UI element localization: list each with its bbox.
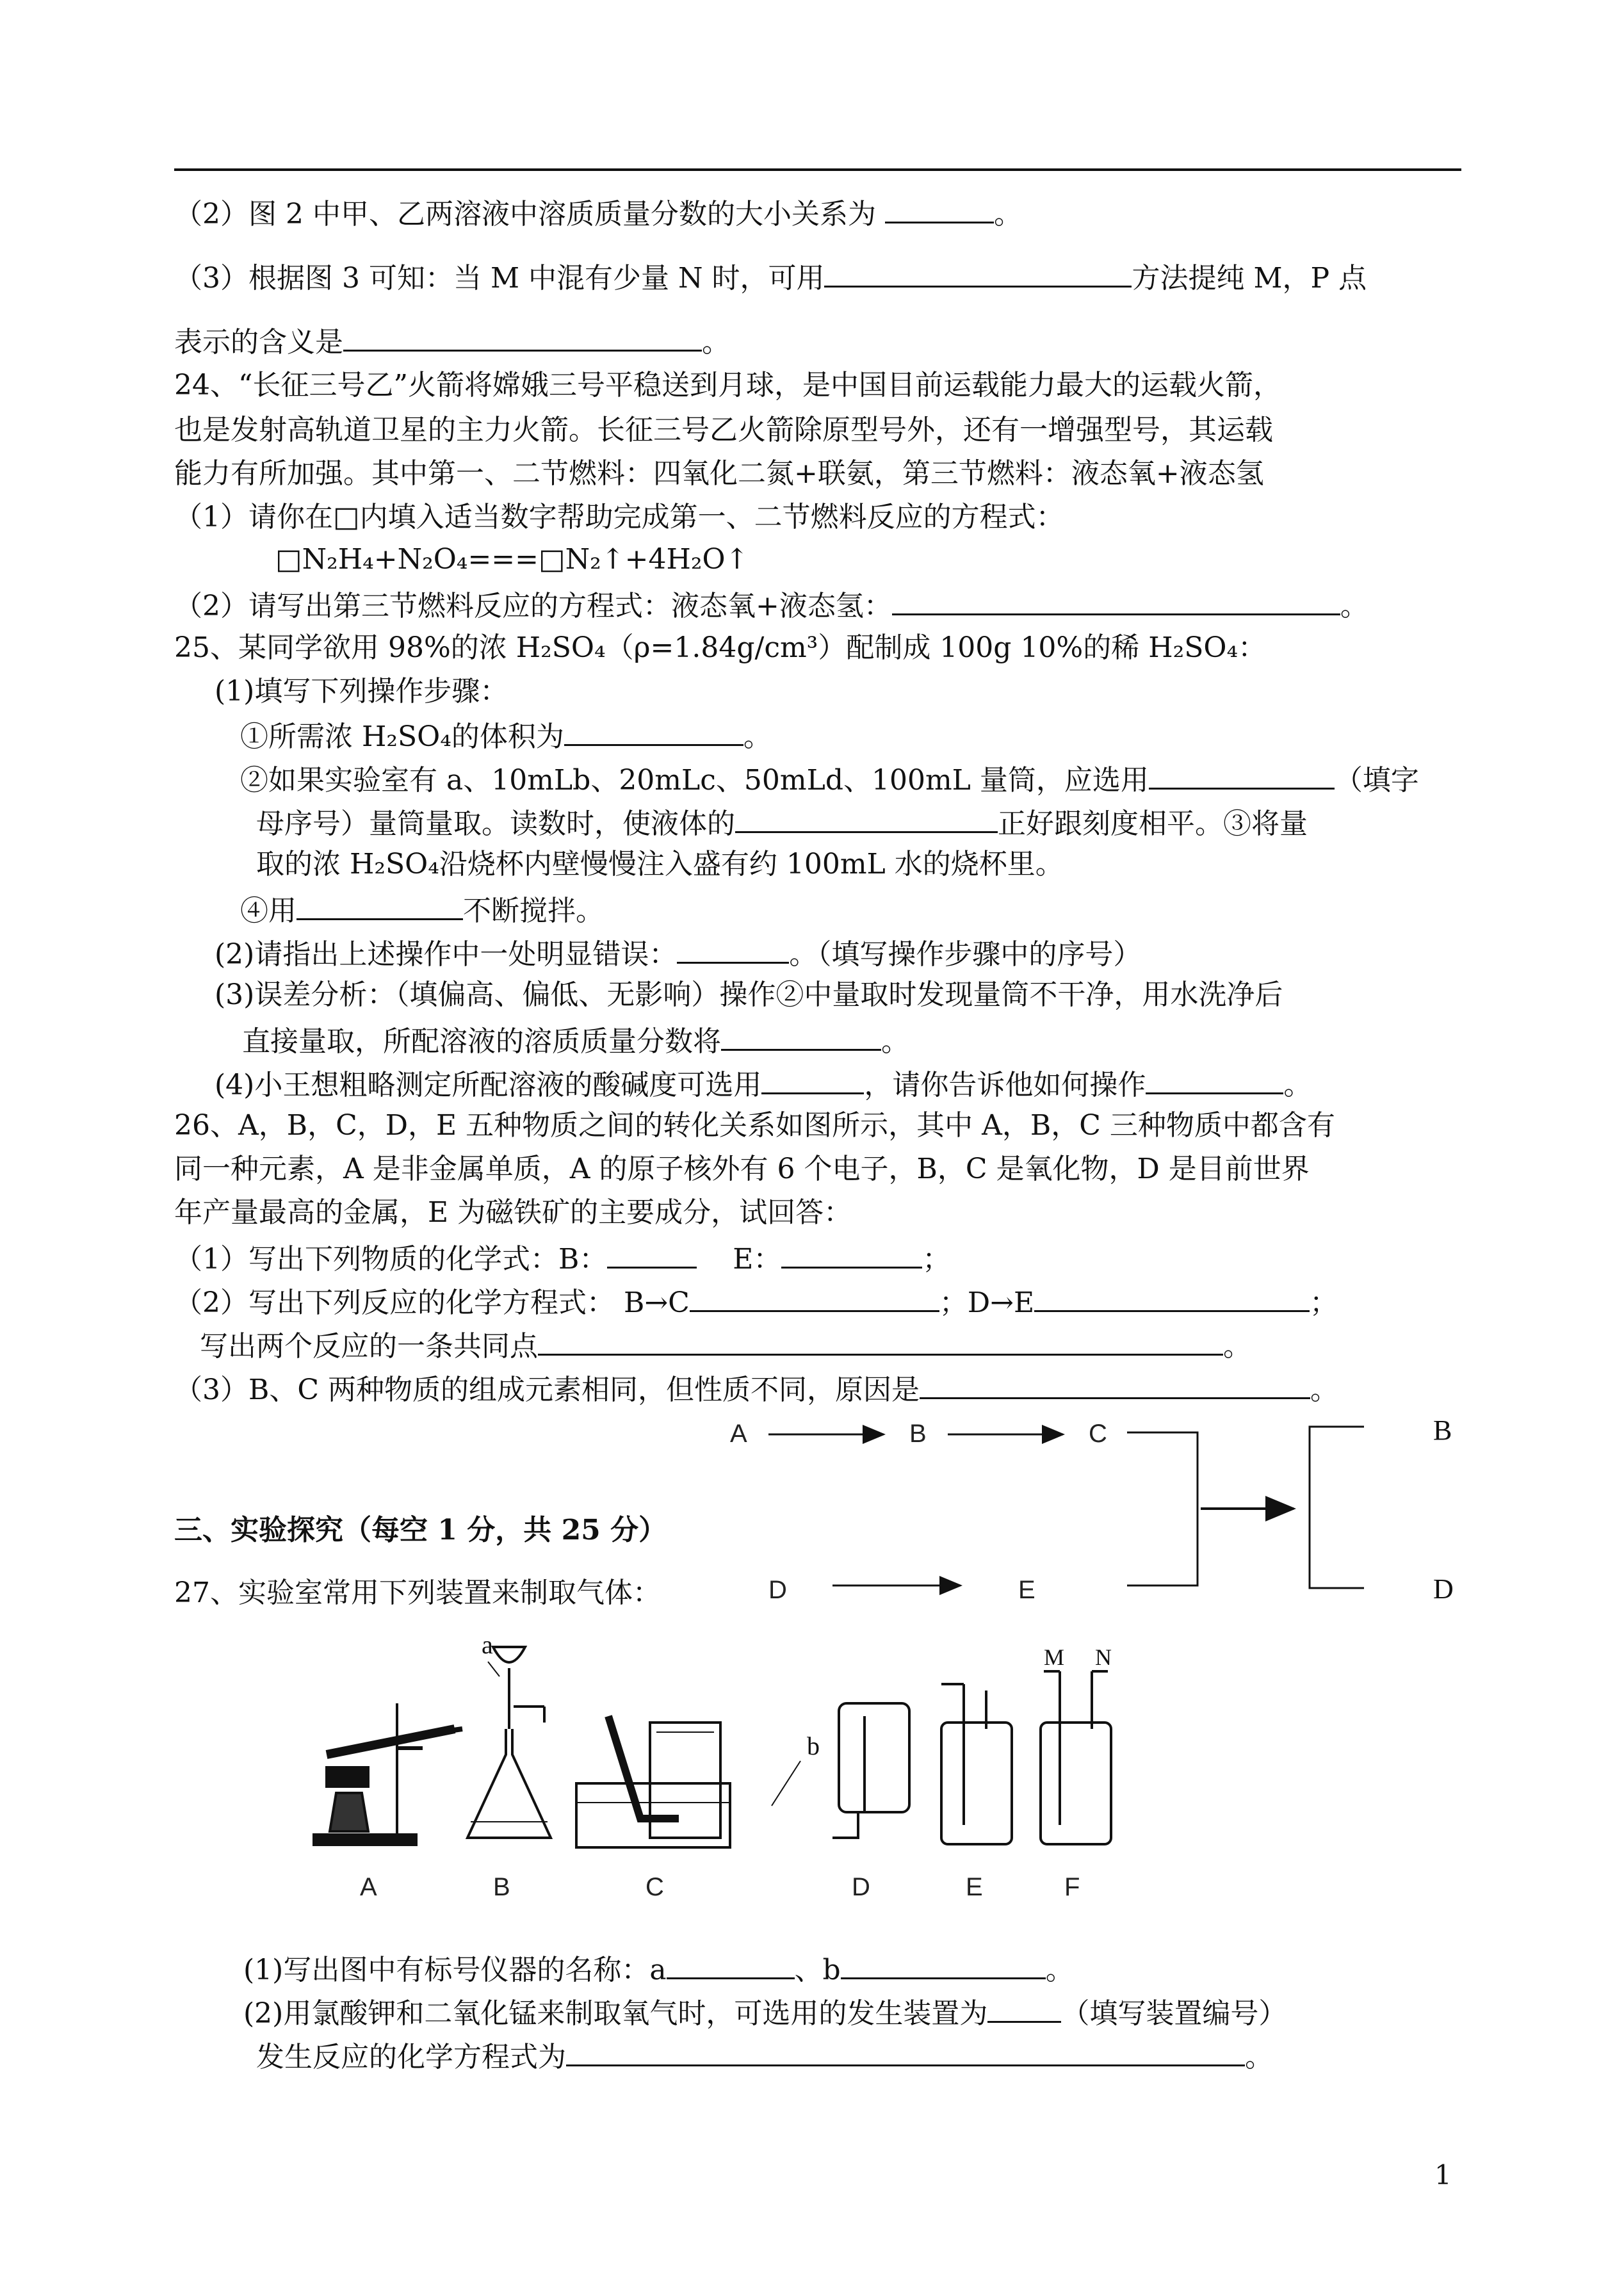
answer-blank[interactable] — [343, 321, 702, 352]
q25-part3: (3)误差分析：（填偏高、偏低、无影响）操作②中量取时发现量筒不干净，用水洗净后 — [215, 978, 1283, 1011]
q25-part3-cont: 直接量取，所配溶液的溶质质量分数将 。 — [242, 1021, 909, 1060]
q24-line1: 24、“长征三号乙”火箭将嫦娥三号平稳送到月球，是中国目前运载能力最大的运载火箭， — [174, 369, 1281, 401]
apparatus-b-icon — [467, 1647, 551, 1838]
q26-line1: 26、A，B，C，D，E 五种物质之间的转化关系如图所示，其中 A，B，C 三种物质中都含有 — [174, 1109, 1335, 1142]
q23-part3: （3）根据图 3 可知：当 M 中混有少量 N 时，可用 方法提纯 M，P 点 — [174, 257, 1367, 296]
answer-blank[interactable] — [761, 1064, 864, 1094]
answer-blank[interactable] — [885, 193, 994, 223]
header-rule — [174, 168, 1461, 171]
q25-step2: ②如果实验室有 a、10mLb、20mLc、50mLd、100mL 量筒，应选用 （填字 — [240, 759, 1419, 799]
q27-part2: (2)用氯酸钾和二氧化锰来制取氧气时，可选用的发生装置为 （填写装置编号） — [243, 1993, 1287, 2032]
flow-node-e: E — [1018, 1576, 1035, 1604]
q25-step4: ④用 不断搅拌。 — [240, 890, 604, 929]
answer-blank[interactable] — [721, 1021, 881, 1051]
flow-bracket-right — [1310, 1427, 1364, 1588]
q26-line3: 年产量最高的金属，E 为磁铁矿的主要成分，试回答： — [174, 1196, 852, 1229]
q27-stem: 27、实验室常用下列装置来制取气体： — [174, 1577, 661, 1609]
q24-equation: □N₂H₄+N₂O₄===□N₂↑+4H₂O↑ — [275, 543, 749, 576]
answer-blank[interactable] — [841, 1949, 1046, 1979]
answer-blank[interactable] — [824, 257, 1132, 288]
q24-part2: （2）请写出第三节燃料反应的方程式：液态氧+液态氢： 。 — [174, 585, 1368, 624]
flow-result-b: B — [1433, 1415, 1452, 1446]
answer-blank[interactable] — [1146, 1064, 1283, 1094]
apparatus-c-icon — [576, 1716, 730, 1847]
q27-part1: (1)写出图中有标号仪器的名称：a 、b 。 — [243, 1949, 1074, 1988]
apparatus-b-label: B — [493, 1873, 510, 1901]
q27-part2-cont: 发生反应的化学方程式为 。 — [256, 2036, 1273, 2075]
q25-step3: 取的浓 H₂SO₄沿烧杯内壁慢慢注入盛有约 100mL 水的烧杯里。 — [256, 848, 1064, 880]
answer-blank[interactable] — [781, 1238, 922, 1269]
answer-blank[interactable] — [987, 1993, 1061, 2023]
apparatus-a-label: A — [360, 1873, 377, 1901]
lab-apparatus-figure — [301, 1620, 1185, 1902]
q25-stem: 25、某同学欲用 98%的浓 H₂SO₄（ρ=1.84g/cm³）配制成 100g 10%的稀 H₂SO₄： — [174, 631, 1267, 664]
answer-blank[interactable] — [607, 1238, 697, 1269]
q25-step1: ①所需浓 H₂SO₄的体积为 。 — [240, 716, 772, 755]
q26-part2: （2）写出下列反应的化学方程式： B→C ；D→E ； — [174, 1282, 1338, 1321]
flow-node-c: C — [1089, 1420, 1107, 1448]
q25-part1: (1)填写下列操作步骤： — [215, 675, 508, 708]
label-a: a — [482, 1630, 493, 1659]
answer-blank[interactable] — [538, 1326, 1223, 1356]
q26-part2-cont: 写出两个反应的一条共同点 。 — [200, 1326, 1251, 1365]
apparatus-f-icon — [1041, 1671, 1111, 1844]
answer-blank[interactable] — [892, 585, 1340, 615]
answer-blank[interactable] — [296, 890, 463, 920]
answer-blank[interactable] — [1034, 1282, 1310, 1312]
label-m: M — [1044, 1644, 1065, 1670]
answer-blank[interactable] — [564, 716, 743, 746]
label-b: b — [807, 1731, 820, 1760]
answer-blank[interactable] — [566, 2036, 1245, 2066]
q26-part1: （1）写出下列物质的化学式：B： E： ； — [174, 1238, 950, 1277]
q26-part3: （3）B、C 两种物质的组成元素相同，但性质不同，原因是 。 — [174, 1369, 1338, 1408]
answer-blank[interactable] — [735, 803, 998, 833]
page-number: 1 — [1434, 2159, 1452, 2191]
answer-blank[interactable] — [690, 1282, 939, 1312]
apparatus-f-label: F — [1064, 1873, 1080, 1901]
apparatus-d-icon — [832, 1703, 909, 1838]
answer-blank[interactable] — [677, 934, 789, 964]
flow-node-b: B — [909, 1420, 927, 1448]
apparatus-e-icon — [941, 1684, 1012, 1844]
q25-part4: (4)小王想粗略测定所配溶液的酸碱度可选用 ，请你告诉他如何操作 。 — [215, 1064, 1311, 1103]
flow-node-a: A — [730, 1420, 747, 1448]
q24-line2: 也是发射高轨道卫星的主力火箭。长征三号乙火箭除原型号外，还有一增强型号，其运载 — [174, 414, 1273, 446]
q25-part2: (2)请指出上述操作中一处明显错误： 。（填写操作步骤中的序号） — [215, 934, 1141, 973]
section-heading: 三、实验探究（每空 1 分，共 25 分） — [174, 1514, 667, 1546]
flow-result-d: D — [1433, 1573, 1454, 1605]
q23-part3-cont: 表示的含义是 。 — [174, 321, 730, 361]
answer-blank[interactable] — [667, 1949, 795, 1979]
apparatus-c-label: C — [646, 1873, 664, 1901]
label-n: N — [1095, 1644, 1112, 1670]
answer-blank[interactable] — [1149, 759, 1335, 790]
q26-line2: 同一种元素，A 是非金属单质，A 的原子核外有 6 个电子，B，C 是氧化物，D 是目前世界 — [174, 1153, 1310, 1185]
apparatus-d-label: D — [852, 1873, 870, 1901]
q25-step2-cont: 母序号）量筒量取。读数时，使液体的 正好跟刻度相平。③将量 — [256, 803, 1308, 842]
q24-line3: 能力有所加强。其中第一、二节燃料：四氧化二氮+联氨，第三节燃料：液态氧+液态氢 — [174, 457, 1264, 490]
answer-blank[interactable] — [920, 1369, 1310, 1399]
flow-bracket-left — [1127, 1432, 1198, 1585]
q23-part2: （2）图 2 中甲、乙两溶液中溶质质量分数的大小关系为 。 — [174, 193, 1022, 232]
apparatus-a-icon — [314, 1703, 462, 1845]
conversion-flow-diagram — [704, 1396, 1537, 1639]
q24-part1: （1）请你在□内填入适当数字帮助完成第一、二节燃料反应的方程式： — [174, 501, 1064, 533]
apparatus-e-label: E — [966, 1873, 983, 1901]
flow-node-d: D — [768, 1576, 787, 1604]
